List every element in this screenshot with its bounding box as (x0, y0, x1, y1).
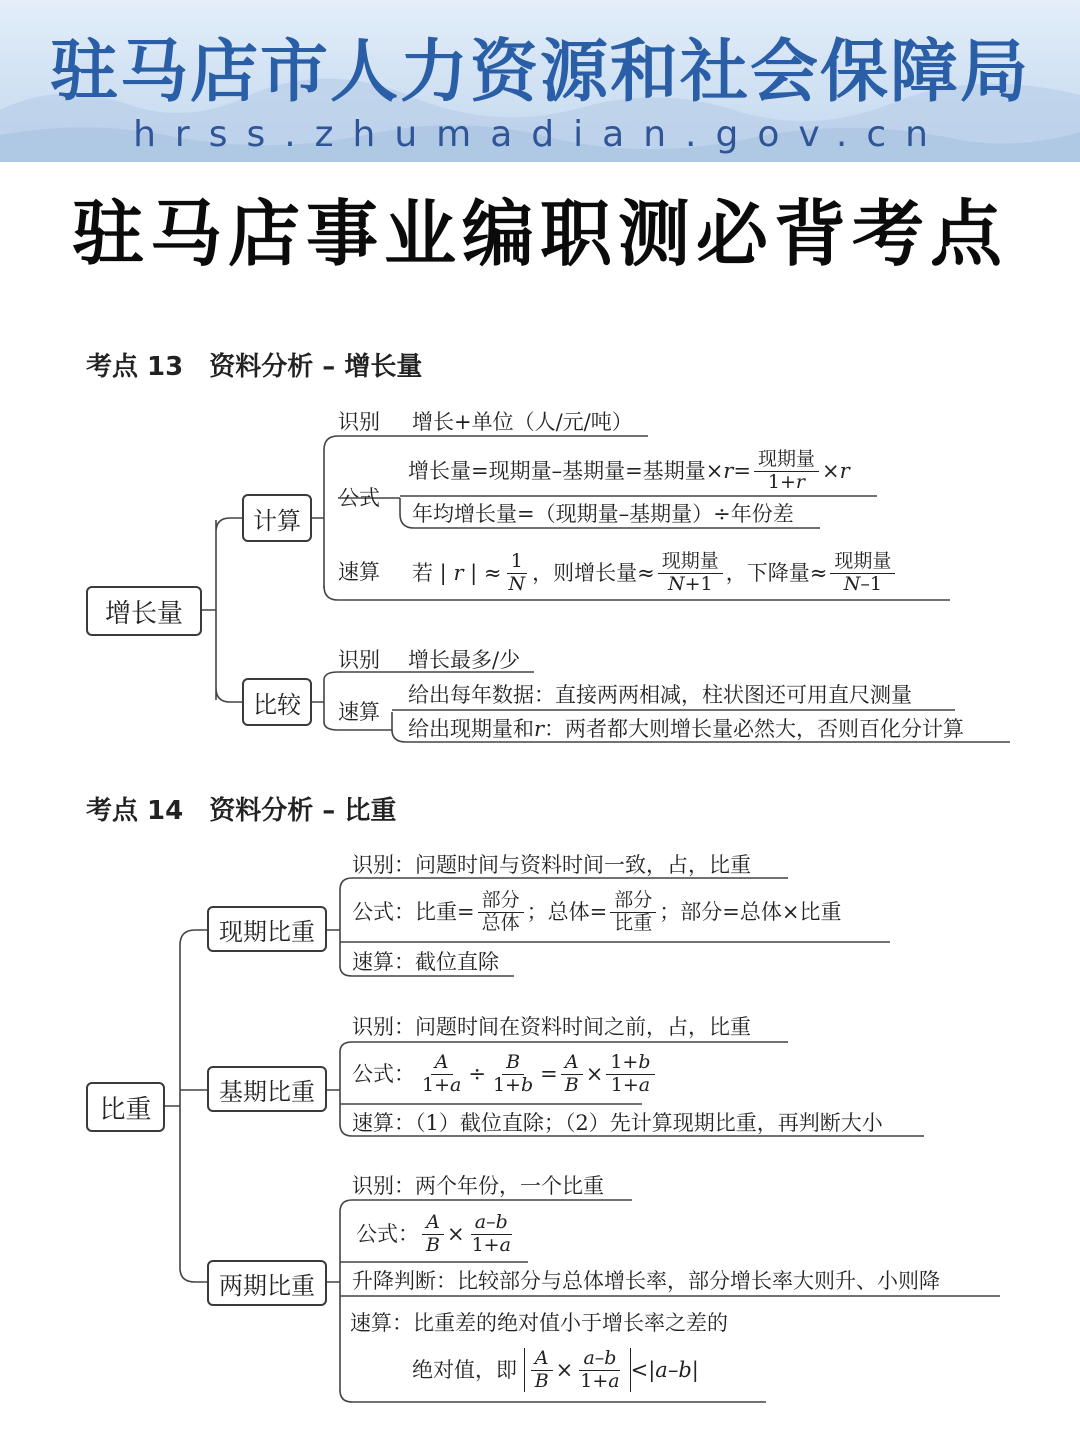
two-formula-pre: 公式： (356, 1221, 419, 1246)
cf-ratio: 比重 (614, 911, 653, 934)
a-frac: $\frac{A}{1+a}$ (422, 1050, 462, 1096)
one-num: 1 (507, 551, 527, 574)
cmp-item-yearly: 给出每年数据：直接两两相减，柱状图还可用直尺测量 (408, 683, 912, 707)
two-fast-line2: 绝对值，即 $\frac{A}{B}$ × $\frac{a-b}{1+a}$ < | a – b | (412, 1346, 699, 1392)
cmp-recog-value: 增长最多/少 (408, 648, 521, 672)
bureau-name: 驻马店市人力资源和社会保障局 (49, 33, 1030, 112)
two-fast-line1: 速算：比重差的绝对值小于增长率之差的 (350, 1311, 728, 1335)
section-13-name: 资料分析 – 增长量 (209, 352, 423, 382)
part-over-ratio (610, 890, 656, 935)
base-one-a: 1+ (422, 1073, 451, 1096)
branch-compare: 比较 (242, 678, 312, 726)
calc-recog-value: 增长+单位（人/元/吨） (412, 410, 633, 434)
growth-ratio-frac: $\frac{1+b}{1+a}$ (606, 1052, 654, 1097)
inc-num: 现期量 (658, 551, 723, 574)
current-formula-end: ；部分=总体×比重 (659, 899, 842, 924)
part-over-total (478, 890, 524, 935)
calc-recog-key: 识别 (338, 410, 380, 434)
decrease-fraction: $\frac{\text{现期量}}{N-1}$ (830, 551, 895, 596)
cmp-fast-key: 速算 (338, 700, 380, 724)
frac-num: 现期量 (754, 449, 819, 472)
current-formula-pre: 公式：比重= (352, 899, 475, 924)
fast-approx: ≈ (483, 560, 502, 585)
base-formula: 公式： $\frac{A}{1+a}$ ÷ $\frac{B}{1+b}$ = $\frac{A}{B}$ × $\frac{1+b}{1+a}$ (352, 1050, 658, 1098)
cmp-item-current: 给出现期量和r：两者都大则增长量必然大，否则百化分计算 (408, 717, 965, 741)
current-formula (352, 888, 841, 936)
less-than: < (630, 1357, 649, 1382)
two-formula: 公式： $\frac{A}{B}$ × $\frac{a-b}{1+a}$ (356, 1210, 518, 1258)
base-fast: 速算：（1）截位直除；（2）先计算现期比重，再判断大小 (352, 1111, 883, 1135)
two-judge: 升降判断：比较部分与总体增长率，部分增长率大则升、小则降 (352, 1269, 940, 1293)
cf-total: 总体 (481, 911, 520, 934)
section-14-name: 资料分析 – 比重 (209, 796, 397, 826)
base-recog: 识别：问题时间在资料时间之前，占，比重 (352, 1015, 751, 1039)
section-13-title (86, 346, 422, 383)
cmp-item-current-b: ：两者都大则增长量必然大，否则百化分计算 (544, 717, 965, 741)
abs-expression: $\frac{A}{B}$ × $\frac{a-b}{1+a}$ (524, 1348, 631, 1393)
fast-calc-formula: 若 | r | ≈ $\frac{1}{N}$ ，则增长量≈ $\frac{\text{现期量}}{N+1}$ ，下降量≈ $\frac{\text{现期量}}{N-1}$ (412, 550, 898, 596)
bureau-url[interactable]: hrss.zhumadian.gov.cn (133, 114, 947, 155)
two-fast2-text: 绝对值，即 (412, 1357, 517, 1382)
section-13-label: 考点 13 (86, 352, 184, 382)
branch-base-proportion: 基期比重 (207, 1066, 327, 1112)
branch-current-proportion: 现期比重 (207, 906, 327, 952)
two-one-a: 1+ (471, 1233, 500, 1256)
branch-two-period-proportion: 两期比重 (207, 1260, 327, 1306)
calc-formula-key: 公式 (338, 486, 380, 510)
base-one-b: 1+ (492, 1073, 521, 1096)
root-proportion: 比重 (86, 1082, 165, 1132)
two-diff-frac: $\frac{a-b}{1+a}$ (471, 1210, 511, 1256)
inc-den: +1 (684, 572, 713, 595)
branch-calc: 计算 (242, 494, 312, 542)
page-title: 驻马店事业编职测必背考点 (71, 192, 1008, 276)
current-recog: 识别：问题时间与资料时间一致，占，比重 (352, 853, 751, 877)
fast-increase: ，则增长量≈ (532, 560, 655, 585)
cmp-item-current-a: 给出现期量和 (408, 717, 534, 741)
section-14-label: 考点 14 (86, 796, 184, 826)
fast-decrease: ，下降量≈ (725, 560, 828, 585)
cf-part2: 部分 (610, 890, 656, 913)
section-14-title (86, 790, 396, 827)
current-fast: 速算：截位直除 (352, 950, 499, 974)
cmp-recog-key: 识别 (338, 648, 380, 672)
current-formula-mid: ；总体= (526, 899, 608, 924)
fast-if: 若 (412, 560, 433, 585)
two-recog: 识别：两个年份，一个比重 (352, 1174, 604, 1198)
dec-num: 现期量 (830, 551, 895, 574)
growth-fraction: $\frac{\text{现期量}}{1+r}$ (754, 449, 819, 494)
frac-den: 1+ (767, 470, 796, 493)
growth-formula: 增长量=现期量–基期量=基期量× r = $\frac{\text{现期量}}{1+r}$ × r (408, 447, 850, 493)
base-formula-pre: 公式： (352, 1061, 415, 1086)
increase-fraction: $\frac{\text{现期量}}{N+1}$ (658, 551, 723, 596)
root-growth-amount: 增长量 (86, 586, 202, 636)
one-over-n: $\frac{1}{N}$ (508, 549, 526, 595)
dec-den: –1 (860, 572, 882, 595)
two-a-over-b: $\frac{A}{B}$ (422, 1212, 444, 1257)
annual-growth-formula: 年均增长量=（现期量–基期量）÷年份差 (412, 502, 794, 526)
a-over-b: $\frac{A}{B}$ (561, 1052, 583, 1097)
b-frac: $\frac{B}{1+b}$ (492, 1050, 534, 1096)
cf-part: 部分 (478, 890, 524, 913)
growth-formula-text: 增长量=现期量–基期量=基期量× (408, 458, 724, 483)
calc-fast-key: 速算 (338, 560, 380, 584)
